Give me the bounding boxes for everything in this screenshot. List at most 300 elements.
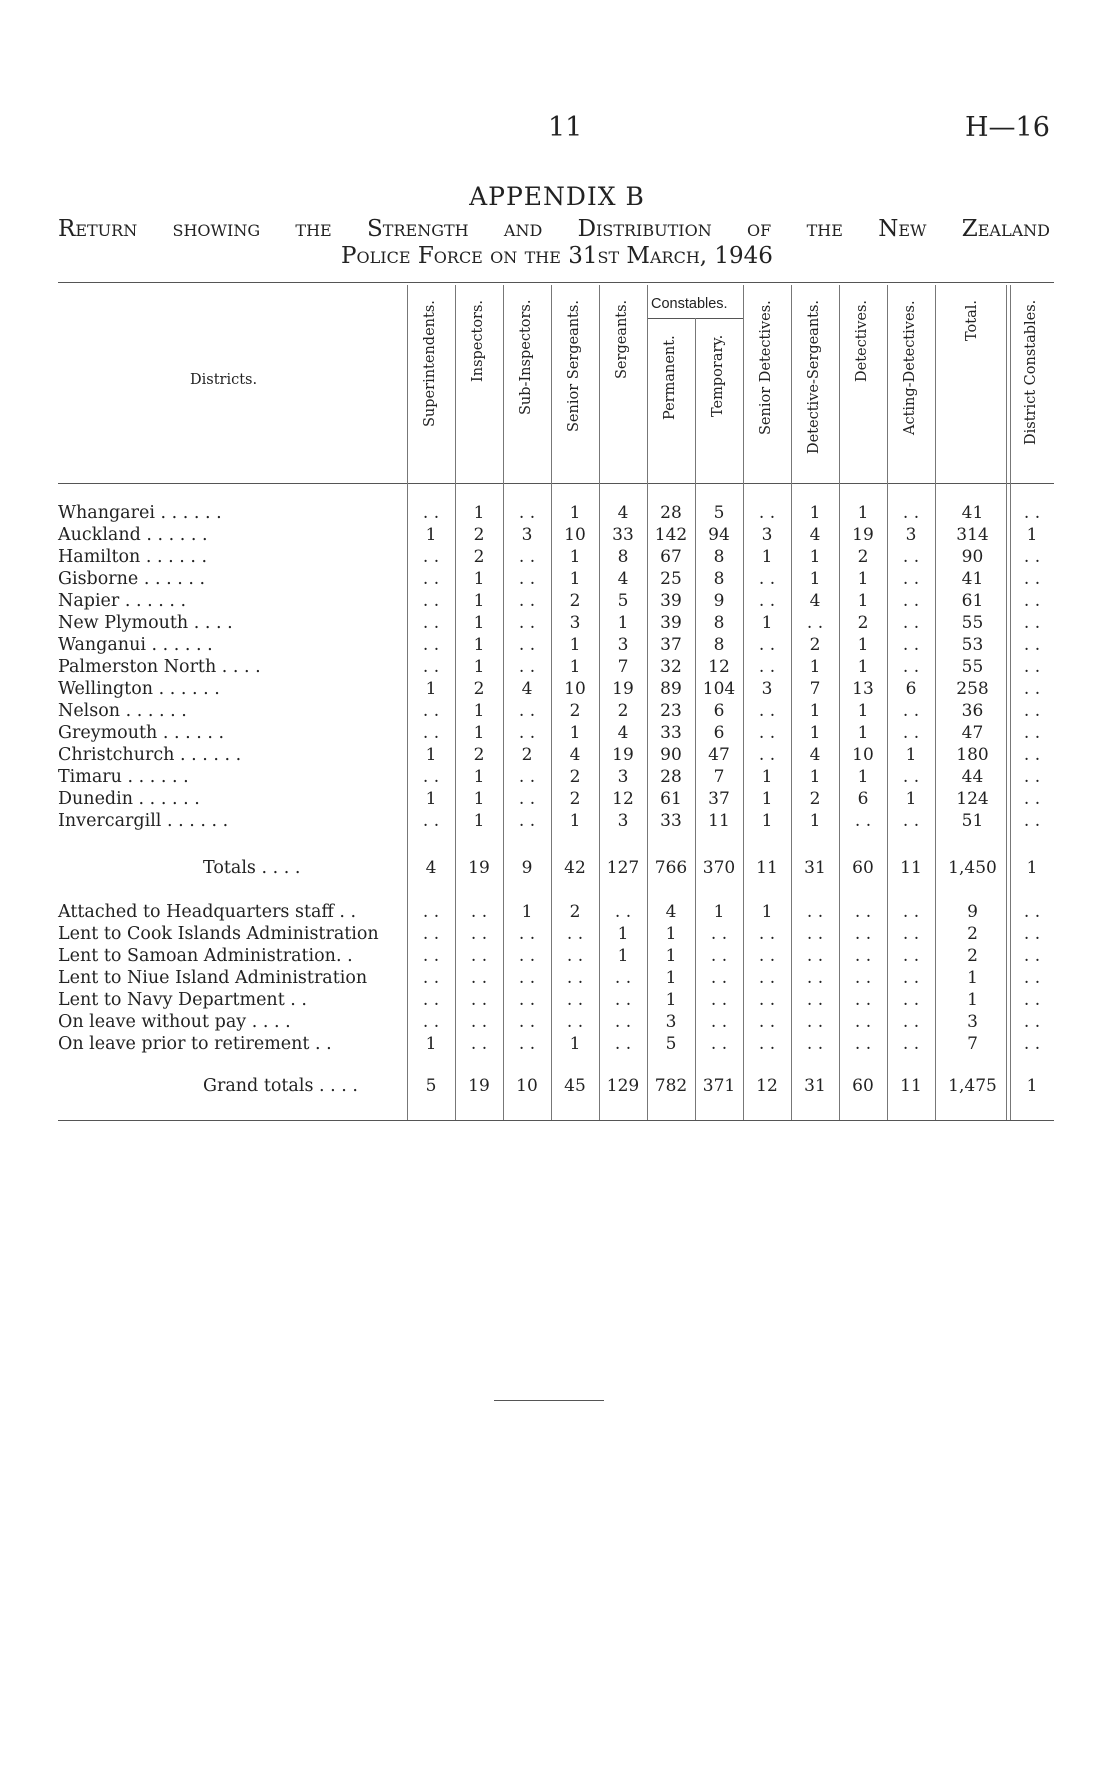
table-cell: 8 (713, 569, 725, 589)
table-cell: 28 (660, 503, 682, 523)
table-cell: . . (422, 569, 440, 589)
table-cell: . . (422, 547, 440, 567)
table-cell: 371 (702, 1076, 736, 1096)
table-cell: . . (854, 946, 872, 966)
table-cell: 61 (961, 591, 984, 611)
table-cell: 2 (521, 745, 533, 765)
table-cell: . . (422, 946, 440, 966)
table-cell: . . (422, 924, 440, 944)
table-cell: 2 (857, 613, 869, 633)
table-cell: . . (1023, 569, 1041, 589)
table-cell: 7 (713, 767, 725, 787)
table-cell: 55 (961, 657, 984, 677)
table-cell: . . (710, 968, 728, 988)
table-cell: 1 (425, 745, 437, 765)
table-cell: 104 (702, 679, 736, 699)
table-cell: . . (902, 613, 920, 633)
table-cell: . . (710, 990, 728, 1010)
table-cell: 258 (956, 679, 989, 699)
table-cell: 39 (660, 613, 682, 633)
title-line-2: Police Force on the 31st March, 1946 (341, 243, 773, 269)
table-cell: . . (758, 1034, 776, 1054)
table-cell: . . (518, 591, 536, 611)
page-number: 11 (548, 112, 583, 143)
column-header: Sergeants. (614, 300, 630, 380)
table-cell: . . (902, 968, 920, 988)
district-row-label: Christchurch . . . . . . (58, 745, 242, 765)
column-header: Sub-Inspectors. (518, 300, 534, 416)
table-cell: 2 (569, 902, 581, 922)
column-header: Senior Detectives. (758, 300, 774, 435)
table-cell: . . (758, 946, 776, 966)
table-cell: 51 (961, 811, 984, 831)
table-cell: . . (710, 946, 728, 966)
table-cell: . . (518, 789, 536, 809)
table-cell: . . (518, 990, 536, 1010)
table-cell: 33 (612, 525, 634, 545)
table-cell: . . (518, 767, 536, 787)
table-cell: . . (422, 613, 440, 633)
table-cell: . . (518, 1012, 536, 1032)
table-cell: 1 (425, 789, 437, 809)
table-cell: 1 (425, 679, 437, 699)
table-cell: 19 (468, 858, 490, 878)
table-cell: 1 (713, 902, 725, 922)
table-cell: 1 (761, 613, 773, 633)
table-cell: . . (1023, 591, 1041, 611)
table-cell: . . (806, 968, 824, 988)
table-cell: . . (1023, 1012, 1041, 1032)
table-cell: . . (470, 990, 488, 1010)
table-cell: 1 (569, 569, 581, 589)
table-cell: 1 (617, 946, 629, 966)
table-cell: 7 (617, 657, 629, 677)
table-cell: 6 (857, 789, 869, 809)
table-cell: . . (854, 1034, 872, 1054)
table-cell: . . (470, 946, 488, 966)
table-cell: 8 (617, 547, 629, 567)
table-cell: . . (422, 591, 440, 611)
table-cell: . . (1023, 968, 1041, 988)
table-cell: . . (518, 569, 536, 589)
grand-totals-row-label: Grand totals . . . . (203, 1076, 358, 1096)
table-cell: 1 (857, 767, 869, 787)
table-cell: 9 (521, 858, 533, 878)
table-cell: . . (422, 811, 440, 831)
table-cell: 4 (665, 902, 677, 922)
table-cell: . . (566, 1012, 584, 1032)
table-cell: 47 (708, 745, 730, 765)
table-cell: . . (758, 723, 776, 743)
column-header: District Constables. (1023, 300, 1039, 446)
table-cell: 4 (617, 503, 629, 523)
table-cell: 127 (606, 858, 640, 878)
table-cell: 3 (967, 1012, 978, 1032)
table-cell: 44 (961, 767, 984, 787)
table-cell: . . (902, 1012, 920, 1032)
table-cell: . . (566, 924, 584, 944)
table-cell: . . (806, 1012, 824, 1032)
table-cell: . . (422, 503, 440, 523)
table-cell: 11 (708, 811, 730, 831)
table-cell: . . (902, 990, 920, 1010)
table-cell: . . (518, 635, 536, 655)
table-cell: 1 (857, 701, 869, 721)
table-cell: 4 (425, 858, 437, 878)
table-cell: . . (806, 1034, 824, 1054)
table-cell: 11 (756, 858, 778, 878)
table-cell: 1 (473, 591, 485, 611)
table-cell: 45 (564, 1076, 586, 1096)
table-cell: . . (1023, 745, 1041, 765)
table-cell: 1 (473, 569, 485, 589)
table-cell: 9 (713, 591, 725, 611)
table-cell: 11 (900, 858, 922, 878)
table-cell: 10 (852, 745, 874, 765)
district-row-label: Nelson . . . . . . (58, 701, 187, 721)
table-cell: . . (806, 990, 824, 1010)
district-row-label: Wanganui . . . . . . (58, 635, 213, 655)
table-cell: . . (710, 924, 728, 944)
table-cell: 1 (761, 767, 773, 787)
table-cell: . . (422, 902, 440, 922)
table-cell: 3 (521, 525, 533, 545)
table-cell: 1 (809, 569, 821, 589)
table-cell: 2 (473, 547, 485, 567)
table-cell: 4 (521, 679, 533, 699)
table-cell: 2 (809, 635, 821, 655)
district-row-label: New Plymouth . . . . (58, 613, 233, 633)
other-row-label: Attached to Headquarters staff . . (58, 902, 357, 922)
table-cell: 53 (961, 635, 984, 655)
table-cell: 94 (708, 525, 730, 545)
table-cell: 10 (564, 525, 586, 545)
table-cell: 37 (708, 789, 730, 809)
table-cell: 1 (425, 1034, 437, 1054)
table-cell: 1 (967, 990, 978, 1010)
table-cell: . . (758, 657, 776, 677)
table-cell: 90 (961, 547, 984, 567)
table-cell: . . (614, 1034, 632, 1054)
table-cell: 1 (617, 613, 629, 633)
end-rule (494, 1400, 604, 1401)
table-cell: 4 (617, 723, 629, 743)
table-cell: 1 (473, 789, 485, 809)
table-cell: 2 (569, 701, 581, 721)
table-cell: . . (1023, 613, 1041, 633)
table-cell: . . (566, 968, 584, 988)
table-cell: . . (422, 767, 440, 787)
table-cell: 33 (660, 811, 682, 831)
table-cell: 6 (713, 701, 725, 721)
table-cell: 1 (569, 635, 581, 655)
table-cell: 1 (473, 701, 485, 721)
table-cell: 1 (665, 946, 677, 966)
table-cell: 10 (516, 1076, 538, 1096)
district-row-label: Timaru . . . . . . (58, 767, 189, 787)
table-cell: . . (902, 547, 920, 567)
table-cell: 1,475 (948, 1076, 997, 1096)
table-cell: 3 (761, 679, 773, 699)
table-cell: 1 (761, 547, 773, 567)
table-cell: 3 (905, 525, 917, 545)
table-cell: 1 (569, 547, 581, 567)
table-cell: . . (758, 701, 776, 721)
table-cell: 180 (956, 745, 989, 765)
table-cell: 1 (809, 701, 821, 721)
column-header: Temporary. (710, 335, 726, 418)
table-cell: 3 (761, 525, 773, 545)
table-cell: 1 (857, 591, 869, 611)
table-cell: . . (1023, 924, 1041, 944)
column-header: Total. (963, 300, 980, 341)
table-cell: 5 (617, 591, 629, 611)
table-cell: . . (518, 657, 536, 677)
district-row-label: Whangarei . . . . . . (58, 503, 222, 523)
table-cell: 1 (761, 902, 773, 922)
header-top-rule (58, 282, 1054, 283)
district-row-label: Dunedin . . . . . . (58, 789, 200, 809)
table-cell: . . (1023, 811, 1041, 831)
table-cell: 2 (967, 946, 978, 966)
table-cell: 4 (809, 525, 821, 545)
table-cell: 33 (660, 723, 682, 743)
table-cell: 3 (665, 1012, 677, 1032)
table-cell: . . (854, 968, 872, 988)
table-cell: 1 (967, 968, 978, 988)
table-cell: . . (758, 503, 776, 523)
other-row-label: Lent to Niue Island Administration (58, 968, 368, 988)
table-cell: . . (422, 701, 440, 721)
table-cell: 37 (660, 635, 682, 655)
table-cell: 25 (660, 569, 682, 589)
table-cell: 370 (702, 858, 736, 878)
table-cell: 3 (617, 767, 629, 787)
table-cell: 32 (660, 657, 682, 677)
district-row-label: Gisborne . . . . . . (58, 569, 206, 589)
table-cell: 1 (473, 635, 485, 655)
table-cell: 2 (857, 547, 869, 567)
column-header: Permanent. (662, 335, 678, 420)
table-cell: 8 (713, 613, 725, 633)
table-cell: 1 (473, 613, 485, 633)
table-cell: . . (902, 1034, 920, 1054)
table-cell: 1 (473, 767, 485, 787)
header-bottom-rule (58, 483, 1054, 484)
table-cell: 10 (564, 679, 586, 699)
table-cell: 89 (660, 679, 682, 699)
table-cell: . . (518, 1034, 536, 1054)
table-cell: 1 (569, 1034, 581, 1054)
table-cell: 1 (761, 811, 773, 831)
table-cell: . . (422, 635, 440, 655)
table-cell: . . (902, 811, 920, 831)
table-cell: 5 (425, 1076, 437, 1096)
table-cell: . . (758, 635, 776, 655)
table-cell: 1 (1026, 525, 1038, 545)
table-cell: 67 (660, 547, 682, 567)
column-header: Detective-Sergeants. (806, 300, 822, 455)
table-cell: . . (1023, 679, 1041, 699)
table-cell: . . (902, 924, 920, 944)
page-reference: H—16 (965, 112, 1050, 143)
table-cell: . . (422, 723, 440, 743)
table-cell: . . (902, 569, 920, 589)
table-cell: 1 (809, 723, 821, 743)
table-cell: . . (1023, 789, 1041, 809)
table-cell: 4 (569, 745, 581, 765)
table-cell: 1 (665, 990, 677, 1010)
table-cell: 7 (809, 679, 821, 699)
table-cell: 13 (852, 679, 874, 699)
table-cell: . . (854, 811, 872, 831)
table-cell: 19 (852, 525, 874, 545)
table-cell: 8 (713, 635, 725, 655)
table-cell: . . (1023, 990, 1041, 1010)
table-cell: 2 (569, 789, 581, 809)
table-cell: 9 (967, 902, 978, 922)
table-cell: . . (758, 591, 776, 611)
table-cell: . . (758, 1012, 776, 1032)
table-cell: . . (854, 924, 872, 944)
table-cell: 5 (713, 503, 725, 523)
column-header: Acting-Detectives. (902, 300, 918, 435)
table-cell: . . (422, 968, 440, 988)
table-cell: . . (566, 946, 584, 966)
column-header: Superintendents. (422, 300, 438, 427)
table-cell: . . (422, 1012, 440, 1032)
table-cell: 1 (473, 503, 485, 523)
table-cell: 1 (809, 767, 821, 787)
district-row-label: Auckland . . . . . . (58, 525, 208, 545)
table-cell: . . (518, 811, 536, 831)
table-cell: 55 (961, 613, 984, 633)
table-cell: . . (470, 1034, 488, 1054)
table-cell: . . (1023, 902, 1041, 922)
table-cell: 314 (956, 525, 989, 545)
table-cell: 1 (809, 503, 821, 523)
district-row-label: Napier . . . . . . (58, 591, 187, 611)
table-cell: . . (854, 1012, 872, 1032)
table-cell: 12 (612, 789, 634, 809)
table-cell: 1 (569, 811, 581, 831)
table-cell: . . (902, 701, 920, 721)
table-cell: . . (470, 924, 488, 944)
title-line-1: Return showing the Strength and Distribution of the New Zealand (58, 216, 1050, 242)
table-cell: 1 (809, 547, 821, 567)
table-cell: . . (614, 902, 632, 922)
table-cell: 1 (857, 723, 869, 743)
table-cell: . . (1023, 503, 1041, 523)
table-cell: . . (758, 745, 776, 765)
table-cell: 2 (569, 591, 581, 611)
table-cell: . . (518, 723, 536, 743)
table-cell: . . (566, 990, 584, 1010)
table-cell: . . (470, 902, 488, 922)
table-cell: 19 (612, 745, 634, 765)
table-cell: . . (518, 701, 536, 721)
table-cell: 2 (473, 679, 485, 699)
table-cell: . . (902, 946, 920, 966)
table-cell: . . (854, 990, 872, 1010)
table-cell: . . (470, 968, 488, 988)
table-cell: . . (518, 924, 536, 944)
table-cell: . . (1023, 547, 1041, 567)
table-cell: 2 (473, 525, 485, 545)
district-row-label: Wellington . . . . . . (58, 679, 220, 699)
table-cell: . . (518, 946, 536, 966)
table-cell: . . (758, 968, 776, 988)
table-cell: . . (1023, 635, 1041, 655)
table-cell: . . (518, 547, 536, 567)
table-cell: . . (470, 1012, 488, 1032)
district-row-label: Hamilton . . . . . . (58, 547, 208, 567)
table-cell: 19 (468, 1076, 490, 1096)
table-cell: 1 (665, 924, 677, 944)
table-cell: . . (806, 946, 824, 966)
district-row-label: Invercargill . . . . . . (58, 811, 229, 831)
table-cell: 782 (654, 1076, 688, 1096)
table-cell: 4 (809, 591, 821, 611)
column-header: Detectives. (854, 300, 870, 383)
table-cell: 1 (809, 811, 821, 831)
table-cell: 60 (852, 858, 874, 878)
table-cell: 1 (857, 503, 869, 523)
table-cell: . . (422, 990, 440, 1010)
district-row-label: Greymouth . . . . . . (58, 723, 225, 743)
table-cell: . . (518, 613, 536, 633)
table-cell: 2 (809, 789, 821, 809)
table-cell: 1 (1026, 1076, 1038, 1096)
table-cell: . . (902, 591, 920, 611)
table-cell: 2 (569, 767, 581, 787)
table-cell: 36 (961, 701, 984, 721)
table-cell: 12 (708, 657, 730, 677)
table-cell: 2 (473, 745, 485, 765)
table-cell: 3 (569, 613, 581, 633)
table-cell: . . (614, 1012, 632, 1032)
table-cell: 1 (1026, 858, 1038, 878)
table-cell: . . (806, 613, 824, 633)
other-row-label: Lent to Cook Islands Administration (58, 924, 379, 944)
table-cell: 7 (967, 1034, 978, 1054)
table-cell: 1 (473, 811, 485, 831)
table-cell: . . (1023, 657, 1041, 677)
table-cell: 1 (569, 657, 581, 677)
table-bottom-rule (58, 1120, 1054, 1121)
table-cell: 4 (617, 569, 629, 589)
table-cell: 6 (713, 723, 725, 743)
district-row-label: Palmerston North . . . . (58, 657, 261, 677)
table-cell: 1 (857, 635, 869, 655)
table-cell: 1 (521, 902, 533, 922)
table-cell: 2 (967, 924, 978, 944)
table-cell: . . (518, 503, 536, 523)
table-cell: 1 (473, 657, 485, 677)
table-cell: 3 (617, 811, 629, 831)
table-cell: 142 (654, 525, 688, 545)
table-cell: . . (710, 1012, 728, 1032)
totals-row-label: Totals . . . . (203, 858, 301, 878)
table-cell: 1 (569, 723, 581, 743)
table-cell: 4 (809, 745, 821, 765)
table-cell: 2 (617, 701, 629, 721)
table-cell: . . (806, 902, 824, 922)
table-cell: 47 (961, 723, 984, 743)
table-cell: 3 (617, 635, 629, 655)
table-cell: . . (1023, 701, 1041, 721)
table-cell: 12 (756, 1076, 778, 1096)
